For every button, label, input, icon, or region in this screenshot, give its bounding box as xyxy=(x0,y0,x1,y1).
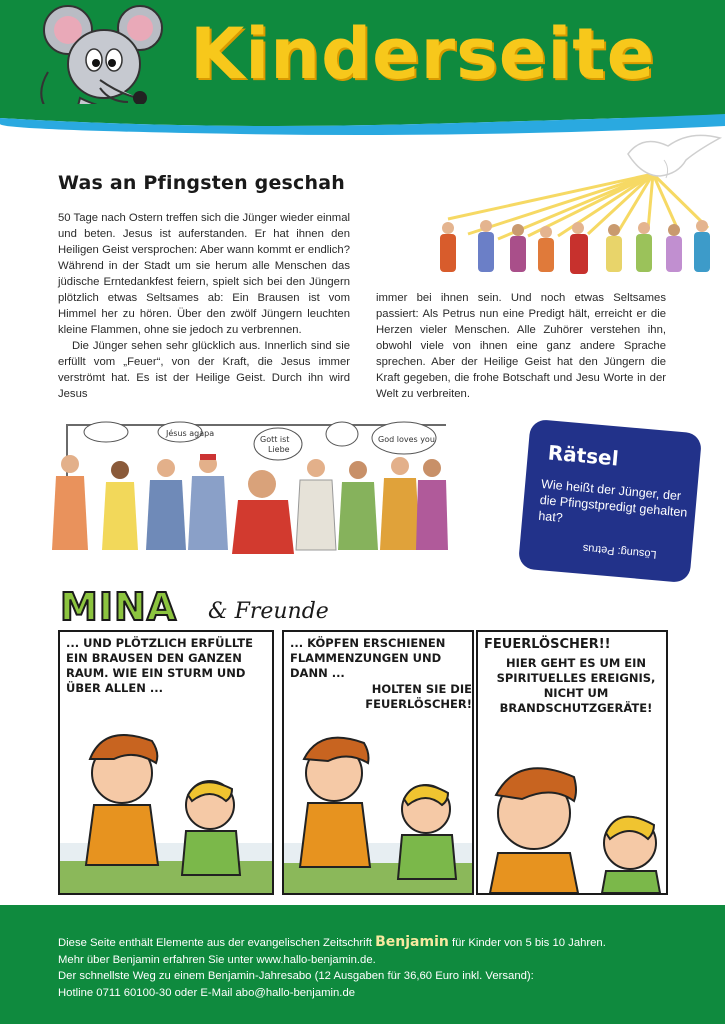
comic-panel-2 xyxy=(282,630,474,895)
disciples-group xyxy=(440,220,710,274)
page-footer xyxy=(0,905,725,1024)
article-paragraph: 50 Tage nach Ostern treffen sich die Jünger wieder einmal und beten. Jesus ist auferstanden. Er hat ihnen den Heiligen Geist versprochen: Aber wann kommt er endlich? Während in der Stadt um sie herum alle Menschen das jüdische Erntedankfest feiern, spielt sich bei den Jüngern plötzlich etwas Seltsames ab: Ein Brausen ist vom Himmel her zu hören. Über den zwölf Jüngern leuchten kleine Flammen, ohne sie jedoch zu verbrennen. xyxy=(58,212,350,336)
footer-line1-pre: Diese Seite enthält Elemente aus der evangelischen Zeitschrift xyxy=(58,937,372,949)
comic-caption: ... UND PLÖTZLICH ERFÜLLTE EIN BRAUSEN DEN GANZEN RAUM. WIE EIN STURM UND ÜBER ALLEN ... xyxy=(66,636,253,695)
footer-line xyxy=(58,934,698,952)
article-column-right xyxy=(376,290,666,402)
article-paragraph: Die Jünger sehen sehr glücklich aus. Innerlich sind sie erfüllt vom „Feuer“, von der Kraft, die Jesus immer verströmt hat. Es ist der Heilige Geist. Durch ihn wird Jesus xyxy=(58,340,350,400)
footer-subscription-line: Der schnellste Weg zu einem Benjamin-Jahresabo (12 Ausgaben für 36,60 Euro inkl. Versand): xyxy=(58,970,534,982)
puzzle-box xyxy=(518,419,702,583)
footer-website-line: Mehr über Benjamin erfahren Sie unter www.hallo-benjamin.de. xyxy=(58,953,376,966)
speech-bubble-text: Gott ist xyxy=(260,435,290,444)
puzzle-answer: Lösung: Petrus xyxy=(582,541,658,561)
crowd-illustration xyxy=(48,414,448,554)
comic-speech-balloon: HOLTEN SIE DIE FEUERLÖSCHER! xyxy=(365,682,472,711)
footer-line1-post: für Kinder von 5 bis 10 Jahren. xyxy=(452,937,606,949)
comic-panel-3 xyxy=(476,630,668,895)
speech-bubble-text: God loves you xyxy=(378,435,435,444)
benjamin-brand: Benjamin xyxy=(375,934,449,950)
comic-scene-1 xyxy=(60,693,274,893)
comic-scene-3 xyxy=(478,743,668,893)
page-title: Kinderseite xyxy=(190,13,656,95)
article-column-left xyxy=(58,210,350,402)
comic-caption: FEUERLÖSCHER!! xyxy=(484,637,611,652)
comic-panel-1 xyxy=(58,630,274,895)
article-heading: Was an Pfingsten geschah xyxy=(58,172,345,194)
footer-contact-line: Hotline 0711 60100-30 oder E-Mail abo@hallo-benjamin.de xyxy=(58,986,356,999)
puzzle-question: Wie heißt der Jünger, der die Pfingstpredigt gehalten hat? xyxy=(537,476,688,525)
footer-text xyxy=(58,934,698,1001)
comic-scene-2 xyxy=(284,713,474,893)
puzzle-title: Rätsel xyxy=(546,440,620,471)
speech-bubble-text: Liebe xyxy=(268,445,290,454)
mina-comic-logo xyxy=(58,584,358,628)
article-paragraph: immer bei ihnen sein. Und noch etwas Seltsames passiert: Als Petrus nun eine Predigt hält, erreicht er die Herzen vieler Menschen. Alle Zuhörer verstehen ihn, obwohl viele von ihnen eine ganz andere Sprache sprechen. Aber der Heilige Geist hat den Jüngern die Kraft gegeben, die frohe Botschaft und Jesu Worte in der Welt zu verbreiten. xyxy=(376,292,666,400)
mina-logo-text: MINA xyxy=(60,585,178,628)
dove-disciples-illustration xyxy=(428,124,725,276)
comic-speech-balloon: HIER GEHT ES UM EIN SPIRITUELLES EREIGNIS, NICHT UM BRANDSCHUTZGERÄTE! xyxy=(496,656,656,715)
comic-caption: ... KÖPFEN ERSCHIENEN FLAMMENZUNGEN UND DANN ... xyxy=(290,636,446,680)
mina-logo-suffix: & Freunde xyxy=(208,599,329,624)
speech-bubble-text: Jésus agapa xyxy=(166,429,215,438)
